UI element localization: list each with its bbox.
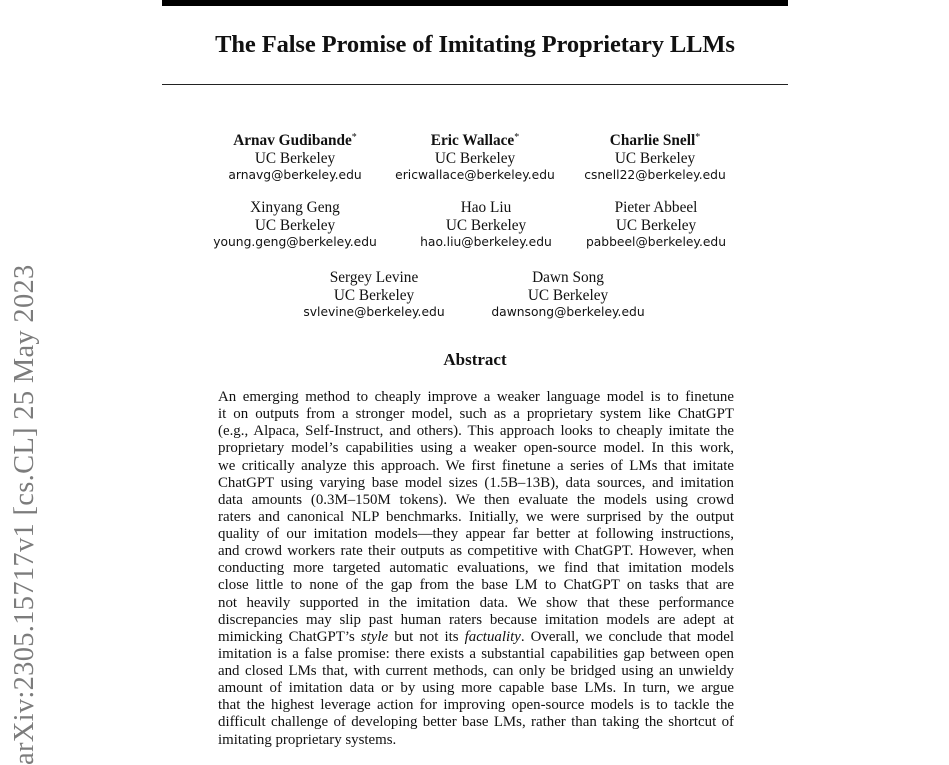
author-email: young.geng@berkeley.edu [213,235,377,249]
author-name: Arnav Gudibande* [233,132,357,149]
abstract-line: imitation is a false promise: there exists a substantial capabilities gap between open [218,645,734,662]
author-block [478,269,658,322]
abstract-heading: Abstract [443,350,507,369]
author-block [205,129,385,185]
author-name: Eric Wallace* [430,132,520,149]
author-email: ericwallace@berkeley.edu [395,168,555,182]
abstract-line: mimicking ChatGPT’s style but not its factuality. Overall, we conclude that model [218,628,735,645]
author-block [565,129,745,185]
author-email: dawnsong@berkeley.edu [491,305,645,319]
top-rule [162,0,788,6]
author-email: svlevine@berkeley.edu [303,305,445,319]
abstract-line: difficult challenge of developing better base LMs, rather than taking the shortcut of [218,714,734,731]
paper-title: The False Promise of Imitating Proprietary LLMs [215,31,735,58]
author-affiliation: UC Berkeley [254,216,336,234]
author-affiliation: UC Berkeley [434,149,516,167]
title-rule [162,84,788,85]
abstract-line: quality of our imitation models—they appear far better at following instructions, [218,526,734,542]
author-block [284,269,464,322]
abstract-line: ChatGPT using varying base model sizes (1.5B–13B), data sources, and imitation [218,474,734,491]
abstract-line: (e.g., Alpaca, Self-Instruct, and others). This approach looks to cheaply imitate the [218,423,734,440]
abstract-line: we critically analyze this approach. We first finetune a series of LMs that imitate [218,457,734,474]
emphasized-term: factuality [464,628,521,645]
author-block [205,199,385,252]
author-affiliation: UC Berkeley [445,216,527,234]
abstract-line: discrepancies may slip past human raters because imitation models are adept at [218,611,734,628]
abstract-line: An emerging method to cheaply improve a weaker language model is to finetune [218,389,734,405]
author-email: hao.liu@berkeley.edu [420,235,552,249]
abstract-line: and closed LMs that, with current methods, can only be bridged using an unwieldy [218,663,734,679]
author-affiliation: UC Berkeley [615,216,697,234]
author-email: pabbeel@berkeley.edu [585,235,727,249]
abstract-line: close little to none of the gap from the base LM to ChatGPT on tasks that are [218,577,734,594]
abstract-line: proprietary model’s capabilities using a weaker open-source model. In this work, [218,440,734,457]
author-affiliation: UC Berkeley [254,149,336,167]
author-block [566,199,746,252]
arxiv-identifier: arXiv:2305.15717v1 [cs.CL] 25 May 2023 [9,264,40,765]
abstract-line: data amounts (0.3M–150M tokens). We then evaluate the models using crowd [218,491,734,508]
abstract-line: it on outputs from a stronger model, such as a proprietary system like ChatGPT [218,406,734,423]
author-name: Dawn Song [532,269,604,286]
author-email: csnell22@berkeley.edu [584,168,726,182]
author-email: arnavg@berkeley.edu [228,168,362,182]
author-affiliation: UC Berkeley [527,286,609,304]
abstract-line: raters and canonical NLP benchmarks. Initially, we were surprised by the output [218,508,734,525]
author-name: Pieter Abbeel [614,199,698,216]
abstract-line: and crowd workers rate their outputs as competitive with ChatGPT. However, when [218,543,734,560]
author-block [385,129,565,185]
author-affiliation: UC Berkeley [333,286,415,304]
emphasized-term: style [360,628,389,645]
author-name: Xinyang Geng [250,199,340,216]
abstract-line: that the highest leverage action for improving open-source models is to tackle the [218,697,734,714]
author-name: Sergey Levine [329,269,419,286]
author-affiliation: UC Berkeley [614,149,696,167]
abstract-body [218,389,734,749]
abstract-line: not heavily supported in the imitation data. We show that these performance [218,594,734,611]
author-name: Charlie Snell* [609,132,701,149]
equal-contribution-marker: * [514,132,520,143]
equal-contribution-marker: * [351,132,357,143]
abstract-line: conducting more targeted automatic evaluations, we find that imitation models [218,560,734,577]
author-name: Hao Liu [460,199,512,216]
abstract-line: imitating proprietary systems. [218,731,397,748]
author-block [396,199,576,252]
equal-contribution-marker: * [695,132,701,143]
abstract-line: amount of imitation data or by using more capable base LMs. In turn, we argue [218,680,734,697]
